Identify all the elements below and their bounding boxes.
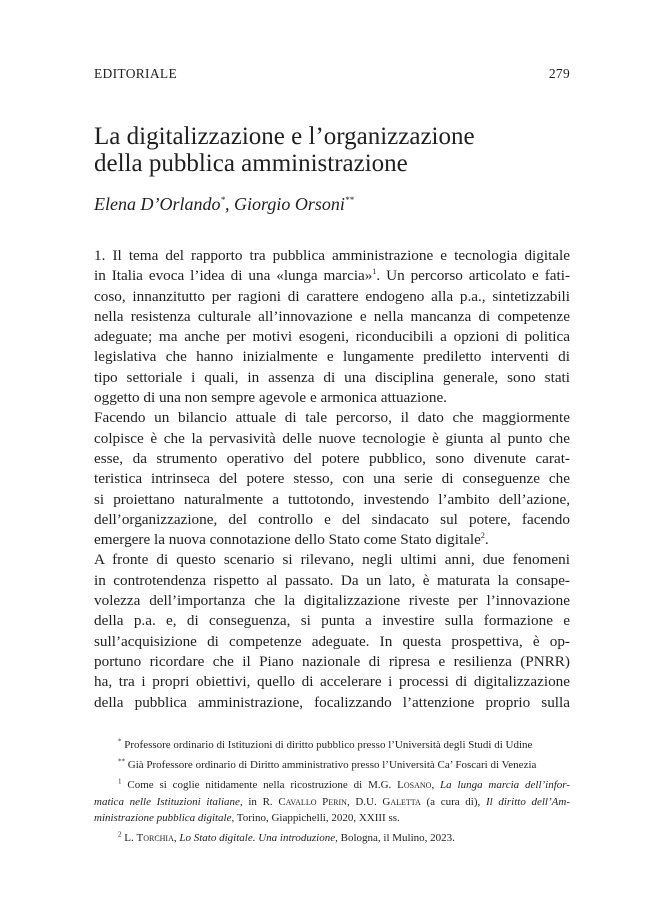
footnote-text: Come si coglie nitidamente nella ricostruzione di M.G. bbox=[127, 779, 398, 792]
body-line bbox=[94, 408, 570, 428]
body-line bbox=[94, 591, 570, 611]
body-line-text: Facendo un bilancio attuale di tale percorso, il dato che maggiormente bbox=[94, 409, 570, 427]
body-line-text: oggetto di una non sempre agevole e armonica attuazione. bbox=[94, 389, 447, 407]
body-line bbox=[94, 611, 570, 631]
footnote-line bbox=[94, 830, 570, 846]
body-line-text: . bbox=[484, 531, 489, 549]
footnote-text: , bbox=[173, 832, 180, 845]
footnote-line bbox=[94, 794, 570, 810]
body-line bbox=[94, 307, 570, 327]
footnote-work-title: La lunga marcia dell’infor- bbox=[440, 779, 571, 792]
body-line-text: ha, tra i propri obiettivi, quello di accelerare i processi di digitalizzazione bbox=[94, 673, 570, 691]
footnote-text: , Bologna, il Mulino, 2023. bbox=[335, 832, 455, 845]
footnote-text: , Torino, Giappichelli, 2020, XXIII ss. bbox=[231, 811, 400, 824]
body-line bbox=[94, 449, 570, 469]
body-line bbox=[94, 693, 570, 713]
body-line bbox=[94, 510, 570, 530]
author-1-mark: * bbox=[220, 195, 225, 205]
body-line bbox=[94, 530, 570, 550]
body-line bbox=[94, 571, 570, 591]
footnote-author-name: Losano bbox=[397, 779, 432, 792]
body-line-text: legislativa che hanno inizialmente e lungamente prediletto interventi di bbox=[94, 348, 570, 366]
body-line-text: A fronte di questo scenario si rilevano, negli ultimi anni, due fenomeni bbox=[94, 551, 570, 569]
body-line-text: tipo settoriale i quali, in assenza di una disciplina generale, sono stati bbox=[94, 368, 570, 386]
footnote-line bbox=[94, 810, 570, 826]
footnote-ref-2[interactable]: 2 bbox=[480, 531, 485, 541]
body-line bbox=[94, 368, 570, 388]
author-separator: , bbox=[224, 194, 234, 214]
body-line-text: della pubblica amministrazione, focalizzando l’attenzione proprio sulla bbox=[94, 693, 570, 711]
footnote-mark: * bbox=[118, 737, 122, 746]
body-line bbox=[94, 327, 570, 347]
body-line bbox=[94, 266, 570, 286]
body-line-text: sull’acquisizione di competenze adeguate. In questa prospettiva, è op- bbox=[94, 632, 570, 650]
title-line-2: della pubblica amministrazione bbox=[94, 150, 408, 177]
body-line-text: in controtendenza rispetto al passato. Da un lato, è maturata la consape- bbox=[94, 571, 570, 589]
footnote-text: Professore ordinario di Istituzioni di diritto pubblico presso l’Università degli Studi di Udine bbox=[124, 739, 533, 751]
footnote-text: , D.U. bbox=[346, 795, 383, 808]
footnote-mark: ** bbox=[118, 757, 125, 766]
body-line bbox=[94, 632, 570, 652]
body-line bbox=[94, 388, 570, 408]
body-line bbox=[94, 490, 570, 510]
footnote-work-title: Lo Stato digitale. Una introduzione bbox=[179, 832, 336, 845]
body-line-text: . Un percorso articolato e fati- bbox=[376, 267, 570, 285]
footnote-author-name: Torchia bbox=[136, 832, 174, 845]
title-line-1: La digitalizzazione e l’organizzazione bbox=[94, 123, 475, 150]
article-body bbox=[94, 246, 570, 713]
body-line-text: adeguate; ma anche per motivi esogeni, riconducibili a opzioni di politica bbox=[94, 328, 570, 346]
footnote-mark: 1 bbox=[118, 777, 122, 786]
author-2-mark: ** bbox=[344, 195, 354, 205]
footnote-text: L. bbox=[124, 832, 137, 845]
body-line-text: nella resistenza culturale all’innovazione e nella mancanza di competenze bbox=[94, 307, 570, 325]
body-line bbox=[94, 652, 570, 672]
footnote-work-title: matica nelle Istituzioni italiane bbox=[94, 795, 240, 808]
author-2: Giorgio Orsoni bbox=[233, 194, 345, 214]
footnote-mark: 2 bbox=[118, 830, 122, 839]
body-line-text: coso, innanzitutto per ragioni di carattere endogeno alla p.a., sintetizzabili bbox=[94, 287, 570, 305]
body-line-text: in Italia evoca l’idea di una «lunga marcia» bbox=[94, 267, 373, 285]
footnote-work-title: Il diritto dell’Am- bbox=[485, 795, 570, 808]
body-line bbox=[94, 287, 570, 307]
page-number: 279 bbox=[548, 66, 570, 81]
body-line-text: della p.a. e, di conseguenza, si punta a investire sulla formazione e bbox=[94, 612, 570, 630]
footnote-author-1 bbox=[94, 737, 570, 753]
footnote-author-name: Galetta bbox=[382, 795, 421, 808]
footnote-line bbox=[94, 757, 570, 773]
author-1: Elena D’Orlando bbox=[94, 194, 221, 214]
body-line-text: colpisce è che la pervasività delle nuove tecnologie è giunta al punto che bbox=[94, 429, 570, 447]
footnote-line bbox=[94, 777, 570, 793]
body-line bbox=[94, 550, 570, 570]
footnote-ref-1[interactable]: 1 bbox=[372, 267, 377, 277]
footnote-text: Già Professore ordinario di Diritto amministrativo presso l’Università Ca’ Foscari di Venezia bbox=[127, 759, 537, 772]
body-line bbox=[94, 429, 570, 449]
body-line bbox=[94, 246, 570, 266]
article-title bbox=[94, 123, 570, 177]
body-line-text: emergere la nuova connotazione dello Stato come Stato digitale bbox=[94, 531, 481, 549]
body-line-text: teristica intrinseca del potere stesso, con una serie di conseguenze che bbox=[94, 470, 570, 488]
section-label: EDITORIALE bbox=[94, 66, 177, 81]
body-line-text: portuno ricordare che il Piano nazionale di ripresa e resilienza (PNRR) bbox=[94, 652, 570, 670]
body-line-text: 1. Il tema del rapporto tra pubblica amministrazione e tecnologia digitale bbox=[94, 247, 570, 264]
footnote-2 bbox=[94, 830, 570, 846]
body-line bbox=[94, 469, 570, 489]
body-line-text: si proiettano naturalmente a tuttotondo, investendo l’ambito dell’azione, bbox=[94, 490, 570, 508]
footnote-text: (a cura di), bbox=[420, 795, 486, 808]
running-header bbox=[94, 66, 570, 82]
author-line bbox=[94, 194, 570, 215]
footnote-author-2 bbox=[94, 757, 570, 773]
body-line-text: volezza dell’importanza che la digitalizzazione riveste per l’innovazione bbox=[94, 592, 570, 610]
footnotes bbox=[94, 737, 570, 850]
body-line bbox=[94, 347, 570, 367]
body-line-text: dell’organizzazione, del controllo e del sindacato sul potere, facendo bbox=[94, 510, 570, 528]
footnote-text: , in R. bbox=[239, 795, 279, 808]
footnote-work-title: ministrazione pubblica digitale bbox=[94, 811, 232, 824]
body-line bbox=[94, 672, 570, 692]
footnote-1 bbox=[94, 777, 570, 826]
footnote-author-name: Cavallo Perin bbox=[278, 795, 347, 808]
footnote-line bbox=[94, 737, 570, 753]
body-line-text: esse, da strumento operativo del potere pubblico, sono divenute carat- bbox=[94, 449, 570, 467]
footnote-text: , bbox=[431, 779, 441, 792]
